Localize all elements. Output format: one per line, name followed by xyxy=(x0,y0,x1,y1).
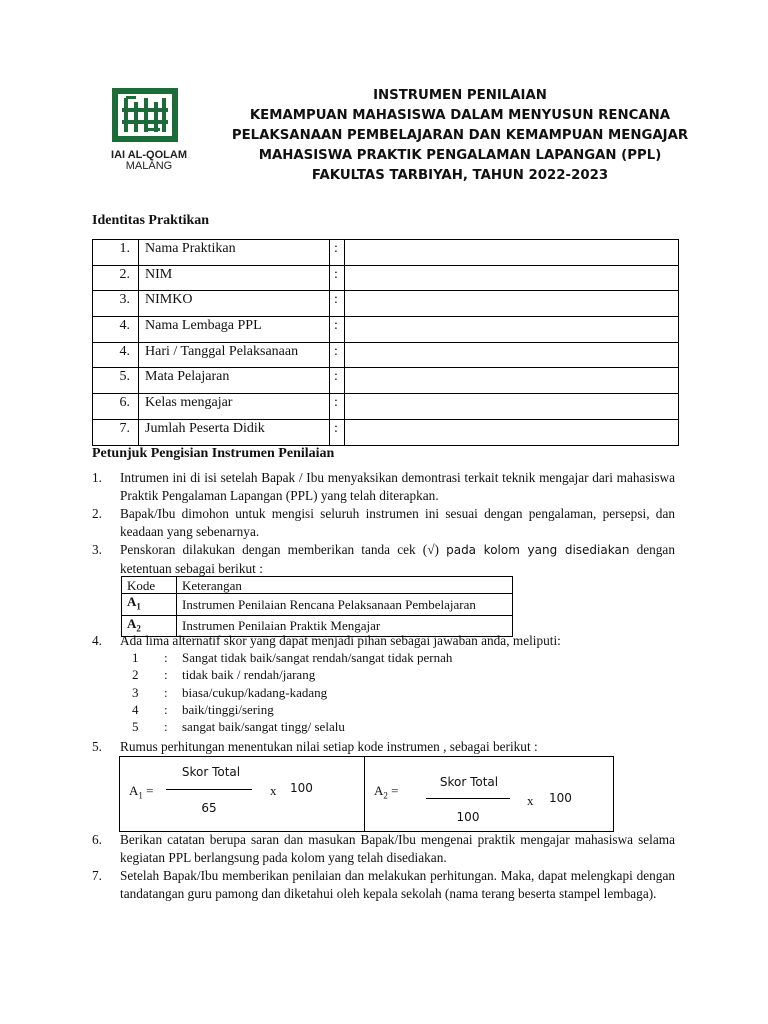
item-number: 2. xyxy=(92,506,102,521)
skala-skor: 5 xyxy=(132,719,139,735)
row-label: Nama Praktikan xyxy=(139,240,330,266)
kode-cell xyxy=(122,594,177,616)
title-line-1: INSTRUMEN PENILAIAN xyxy=(373,88,547,103)
a1-fraction-line xyxy=(166,789,252,790)
row-label: Jumlah Peserta Didik xyxy=(139,419,330,445)
kode-sub: 1 xyxy=(136,601,141,612)
skala-sep: : xyxy=(164,701,168,717)
table-row xyxy=(93,342,679,368)
a2-factor: 100 xyxy=(549,791,572,805)
a2-letter: A xyxy=(374,783,384,798)
item-text-c: dengan ketentuan sebagai berikut : xyxy=(120,542,675,576)
logo-pattern-icon xyxy=(112,88,178,142)
table-row xyxy=(93,394,679,420)
row-number: 7. xyxy=(93,419,139,445)
row-colon: : xyxy=(330,265,345,291)
item-text: Setelah Bapak/Ibu memberikan penilaian dan melakukan perhitungan. Maka, dapat melengkapi dengan tandatangan guru pamong dan diketahui oleh kepala sekolah (nama terang beserta stampel lembaga). xyxy=(120,868,675,901)
rumus-divider xyxy=(364,757,365,831)
identitas-heading: Identitas Praktikan xyxy=(92,213,210,228)
skala-ket: sangat baik/sangat tingg/ selalu xyxy=(182,719,345,735)
skala-ket: baik/tinggi/sering xyxy=(182,701,274,717)
table-row xyxy=(93,317,679,343)
skala-ket: Sangat tidak baik/sangat rendah/sangat tidak pernah xyxy=(182,650,453,665)
item-text-b: pada kolom yang disediakan xyxy=(446,543,630,557)
petunjuk-heading: Petunjuk Pengisian Instrumen Penilaian xyxy=(92,446,335,461)
row-number: 1. xyxy=(93,240,139,266)
a1-letter: A xyxy=(129,783,139,798)
item-number: 6. xyxy=(92,832,102,847)
row-value-field[interactable] xyxy=(345,291,679,317)
rumus-a2-label xyxy=(374,783,398,801)
row-value-field[interactable] xyxy=(345,265,679,291)
item-text: Bapak/Ibu dimohon untuk mengisi seluruh instrumen ini sesuai dengan pengalaman, persepsi, dan keadaan yang sebenarnya. xyxy=(120,506,675,539)
row-number: 6. xyxy=(93,394,139,420)
item-number: 4. xyxy=(92,633,102,648)
keterangan-cell: Instrumen Penilaian Praktik Mengajar xyxy=(177,615,513,637)
row-colon: : xyxy=(330,394,345,420)
kode-sub: 2 xyxy=(136,623,141,634)
row-colon: : xyxy=(330,419,345,445)
a2-times: x xyxy=(527,793,534,808)
row-number: 4. xyxy=(93,342,139,368)
identitas-table xyxy=(92,239,679,446)
row-label: Hari / Tanggal Pelaksanaan xyxy=(139,342,330,368)
row-label: NIM xyxy=(139,265,330,291)
table-row xyxy=(93,368,679,394)
row-value-field[interactable] xyxy=(345,317,679,343)
a2-numerator: Skor Total xyxy=(439,775,499,789)
skala-sep: : xyxy=(164,650,168,665)
row-label: Mata Pelajaran xyxy=(139,368,330,394)
item-number: 5. xyxy=(92,739,102,754)
skala-skor: 4 xyxy=(132,701,139,717)
table-header-row xyxy=(122,577,513,594)
title-line-4: MAHASISWA PRAKTIK PENGALAMAN LAPANGAN (PPL) xyxy=(258,148,662,163)
a1-times: x xyxy=(270,783,277,798)
row-value-field[interactable] xyxy=(345,394,679,420)
skala-sep: : xyxy=(164,684,168,700)
skala-sep: : xyxy=(164,719,168,735)
item-text: Berikan catatan berupa saran dan masukan Bapak/Ibu mengenai praktik mengajar mahasiswa selama kegiatan PPL berlangsung pada kolom yang telah disediakan. xyxy=(120,832,675,865)
skala-skor: 3 xyxy=(132,684,139,700)
item-text xyxy=(120,541,675,577)
logo-text xyxy=(94,150,204,172)
row-number: 5. xyxy=(93,368,139,394)
kode-table xyxy=(121,576,513,637)
row-number: 2. xyxy=(93,265,139,291)
a2-sub: 2 xyxy=(383,790,388,801)
column-header: Kode xyxy=(122,577,177,594)
document-title xyxy=(200,86,720,186)
skala-skor: 1 xyxy=(132,650,139,665)
item-number: 3. xyxy=(92,542,102,557)
row-value-field[interactable] xyxy=(345,240,679,266)
item-number: 1. xyxy=(92,470,102,485)
item-number: 7. xyxy=(92,868,102,883)
row-label: NIMKO xyxy=(139,291,330,317)
a2-eq: = xyxy=(387,783,399,798)
table-row xyxy=(93,240,679,266)
row-colon: : xyxy=(330,317,345,343)
item-text: Ada lima alternatif skor yang dapat menjadi pihan sebagai jawaban anda, meliputi: xyxy=(120,633,561,648)
row-value-field[interactable] xyxy=(345,342,679,368)
table-row xyxy=(122,594,513,616)
row-colon: : xyxy=(330,240,345,266)
row-colon: : xyxy=(330,342,345,368)
skala-sep: : xyxy=(164,667,168,683)
item-text: Rumus perhitungan menentukan nilai setiap kode instrumen , sebagai berikut : xyxy=(120,739,538,754)
title-line-3: PELAKSANAAN PEMBELAJARAN DAN KEMAMPUAN MENGAJAR xyxy=(231,128,689,143)
a1-eq: = xyxy=(142,783,154,798)
column-header: Keterangan xyxy=(177,577,513,594)
table-row xyxy=(93,265,679,291)
table-row xyxy=(93,419,679,445)
a2-denominator: 100 xyxy=(456,810,480,824)
skala-ket: biasa/cukup/kadang-kadang xyxy=(182,684,328,700)
item-text-a: Penskoran dilakukan dengan memberikan tanda cek (√) xyxy=(120,542,447,557)
skala-ket: tidak baik / rendah/jarang xyxy=(182,667,316,683)
title-line-2: KEMAMPUAN MAHASISWA DALAM MENYUSUN RENCANA xyxy=(249,108,671,123)
institution-logo xyxy=(112,88,178,142)
row-colon: : xyxy=(330,368,345,394)
row-colon: : xyxy=(330,291,345,317)
a1-factor: 100 xyxy=(290,781,313,795)
logo-name: IAI AL-QOLAM xyxy=(111,149,187,161)
keterangan-cell: Instrumen Penilaian Rencana Pelaksanaan Pembelajaran xyxy=(177,594,513,616)
logo-city: MALANG xyxy=(125,160,173,172)
a2-fraction-line xyxy=(426,798,510,799)
row-value-field[interactable] xyxy=(345,368,679,394)
a1-sub: 1 xyxy=(138,790,143,801)
kode-letter: A xyxy=(127,594,137,609)
row-number: 4. xyxy=(93,317,139,343)
rumus-a1-label xyxy=(129,783,153,801)
rumus-box xyxy=(119,756,614,832)
a1-numerator: Skor Total xyxy=(181,765,241,779)
row-value-field[interactable] xyxy=(345,419,679,445)
row-label: Nama Lembaga PPL xyxy=(139,317,330,343)
row-number: 3. xyxy=(93,291,139,317)
title-line-5: FAKULTAS TARBIYAH, TAHUN 2022-2023 xyxy=(311,168,609,183)
row-label: Kelas mengajar xyxy=(139,394,330,420)
skala-skor: 2 xyxy=(132,667,139,683)
table-row xyxy=(93,291,679,317)
kode-letter: A xyxy=(127,615,137,631)
item-text: Intrumen ini di isi setelah Bapak / Ibu menyaksikan demontrasi terkait teknik mengajar dari mahasiswa Praktik Pengalaman Lapangan (PPL) yang telah diterapkan. xyxy=(120,470,675,503)
a1-denominator: 65 xyxy=(201,801,217,815)
